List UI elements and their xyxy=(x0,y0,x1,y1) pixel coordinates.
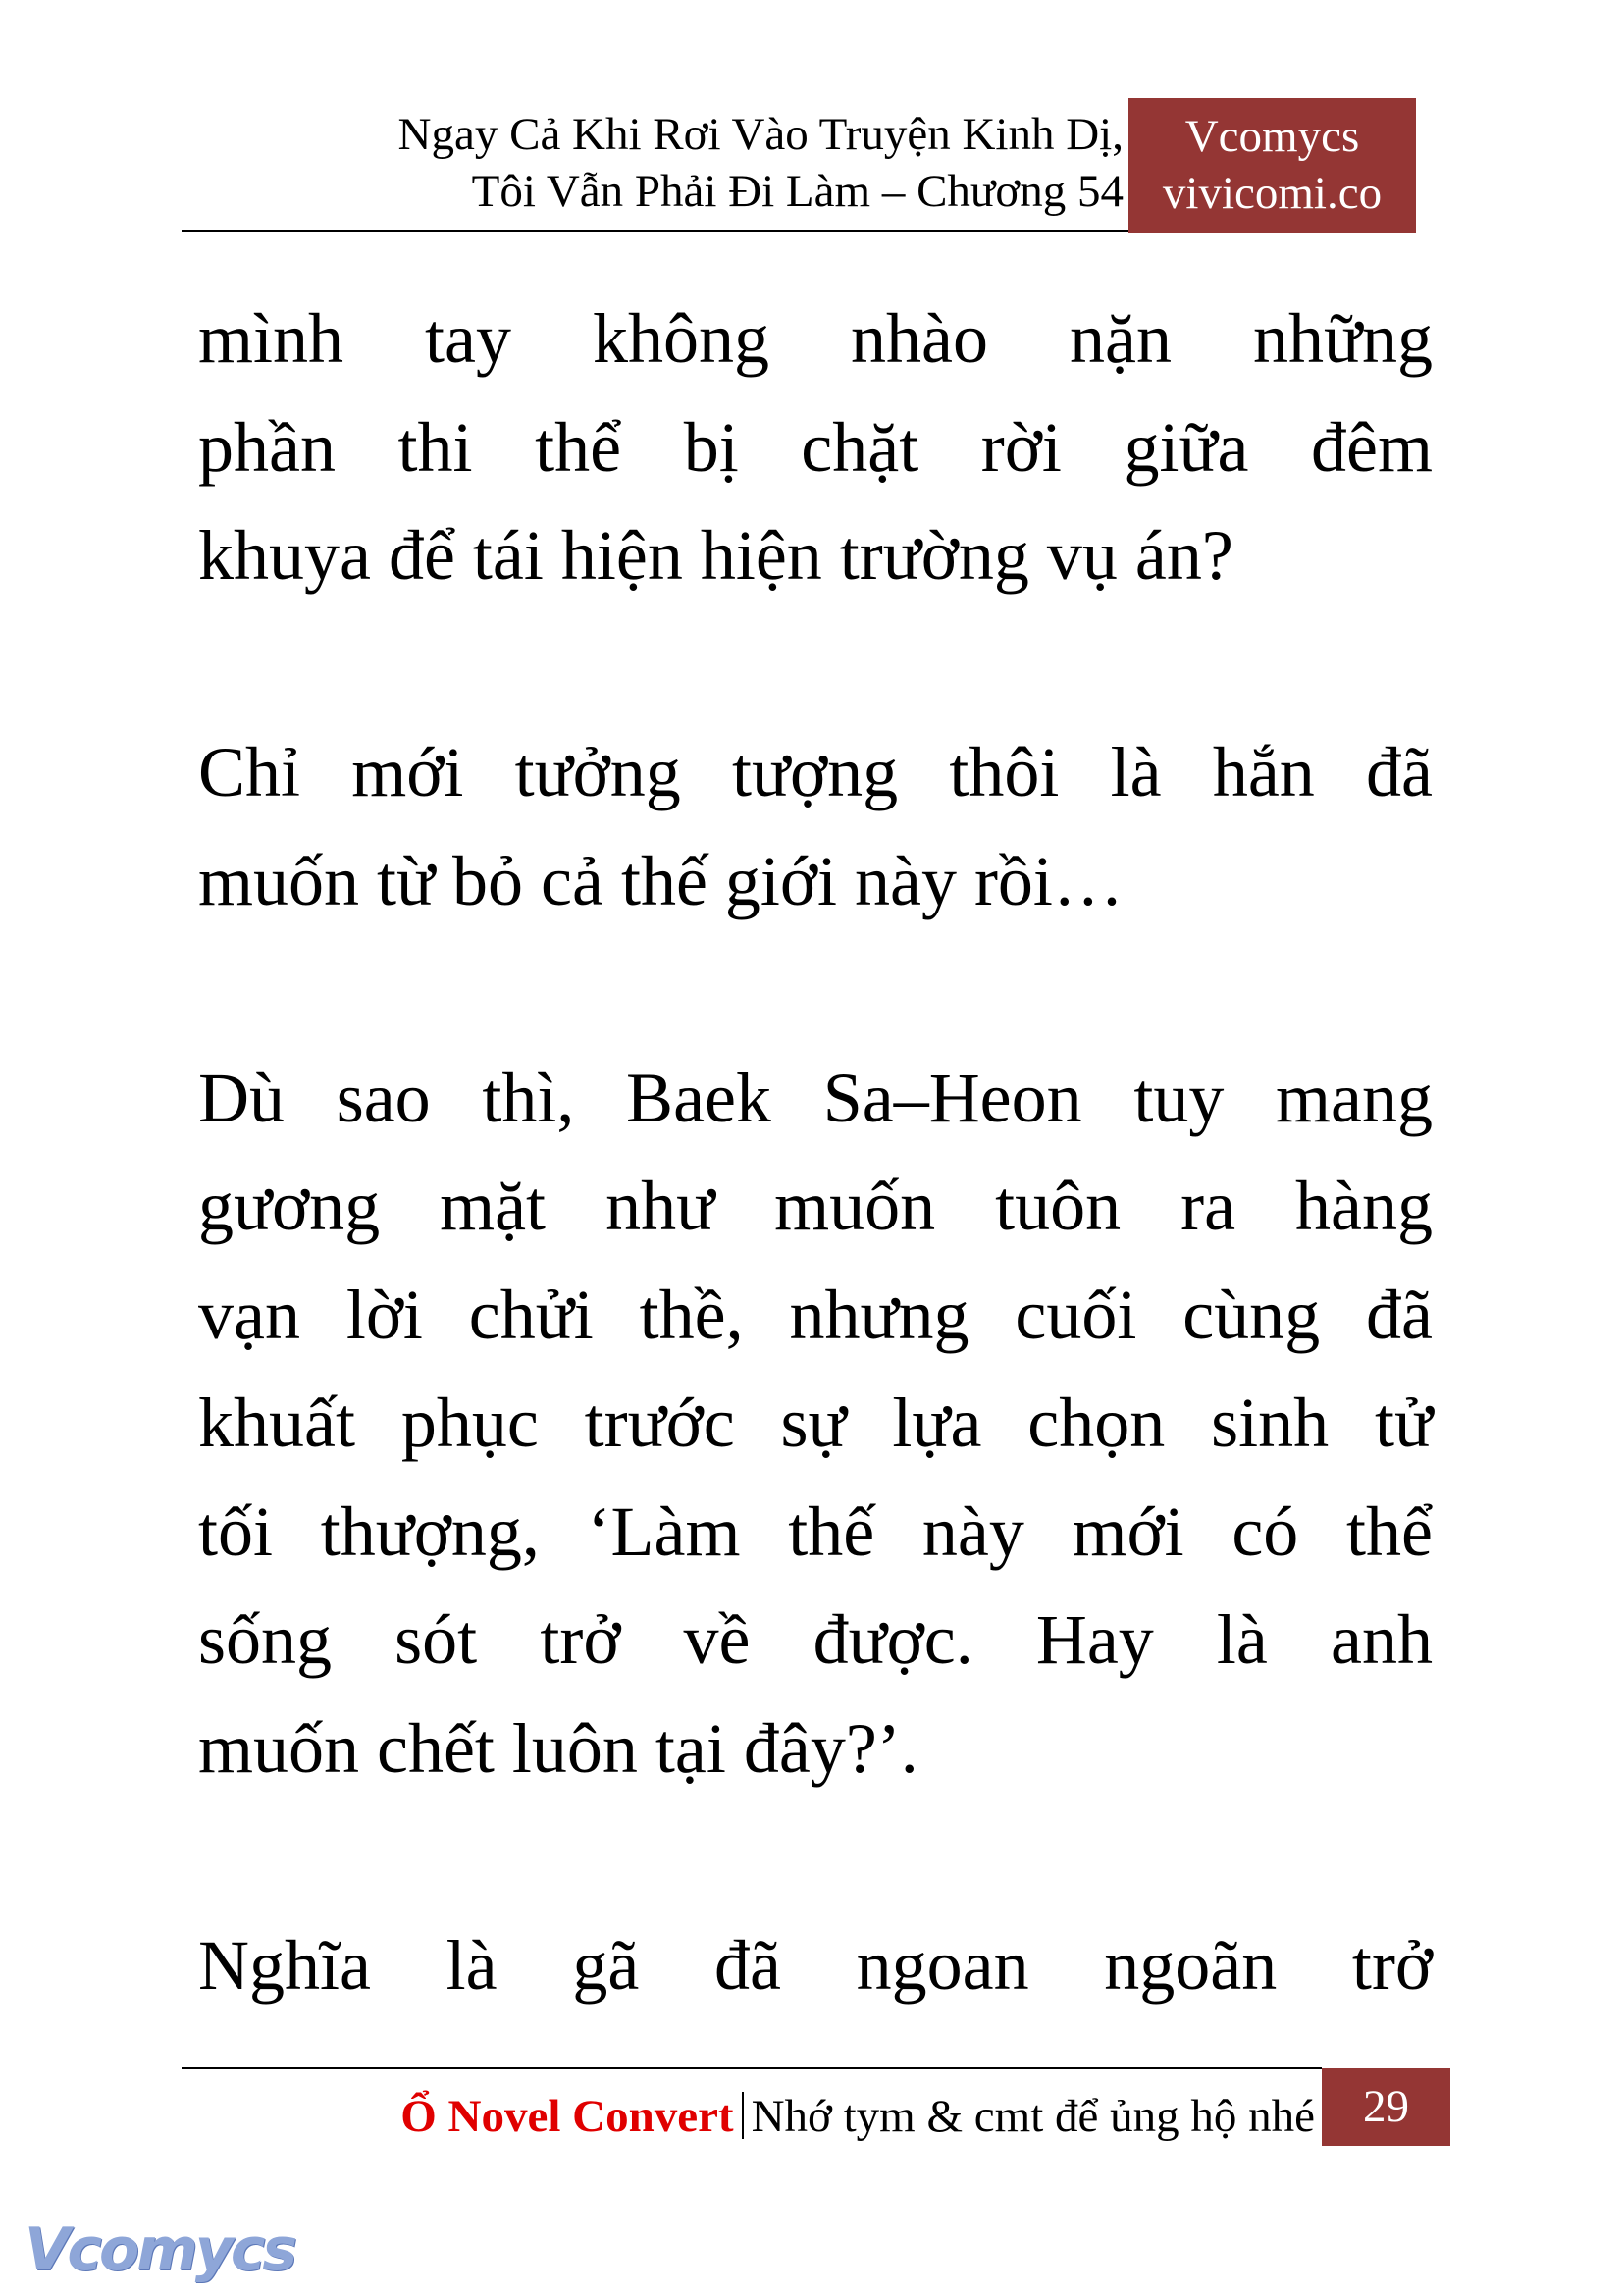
text-line: Nghĩa là gã đã ngoan ngoãn trở xyxy=(198,1925,1433,2005)
text-line: khuya để tái hiện hiện trường vụ án? xyxy=(198,516,1233,595)
footer-rule xyxy=(182,2067,1322,2069)
title-line-1: Ngay Cả Khi Rơi Vào Truyện Kinh Dị, xyxy=(397,109,1124,160)
text-line: sống sót trở về được. Hay là anh xyxy=(198,1600,1433,1679)
footer-separator xyxy=(742,2092,744,2139)
footer-brand: Ổ Novel Convert xyxy=(400,2091,734,2142)
header-rule xyxy=(182,230,1128,232)
text-line: khuất phục trước sự lựa chọn sinh tử xyxy=(198,1383,1433,1462)
text-line: Chỉ mới tưởng tượng thôi là hắn đã xyxy=(198,733,1433,811)
text-line: phần thi thể bị chặt rời giữa đêm xyxy=(198,407,1433,487)
header-brand-box xyxy=(1128,98,1416,233)
running-header-title xyxy=(398,106,1124,220)
text-line: gương mặt như muốn tuôn ra hàng xyxy=(198,1167,1433,1245)
text-line: Dù sao thì, Baek Sa–Heon tuy mang xyxy=(198,1058,1433,1137)
brand-name: Vcomycs xyxy=(1184,111,1360,162)
text-line: vạn lời chửi thề, nhưng cuối cùng đã xyxy=(198,1275,1433,1354)
title-line-2: Tôi Vẫn Phải Đi Làm – Chương 54 xyxy=(471,166,1124,217)
text-line: mình tay không nhào nặn những xyxy=(198,299,1433,378)
page-number: 29 xyxy=(1322,2068,1450,2146)
page-body xyxy=(198,285,1433,2019)
footer-text xyxy=(400,2087,1315,2146)
text-line: tối thượng, ‘Làm thế này mới có thể xyxy=(198,1491,1433,1571)
text-line: muốn chết luôn tại đây?’. xyxy=(198,1708,918,1788)
footer-note: Nhớ tym & cmt để ủng hộ nhé xyxy=(751,2091,1315,2142)
text-line: muốn từ bỏ cả thế giới này rồi… xyxy=(198,841,1124,920)
brand-site: vivicomi.co xyxy=(1162,168,1383,219)
watermark-logo: Vcomycs xyxy=(25,2216,295,2284)
